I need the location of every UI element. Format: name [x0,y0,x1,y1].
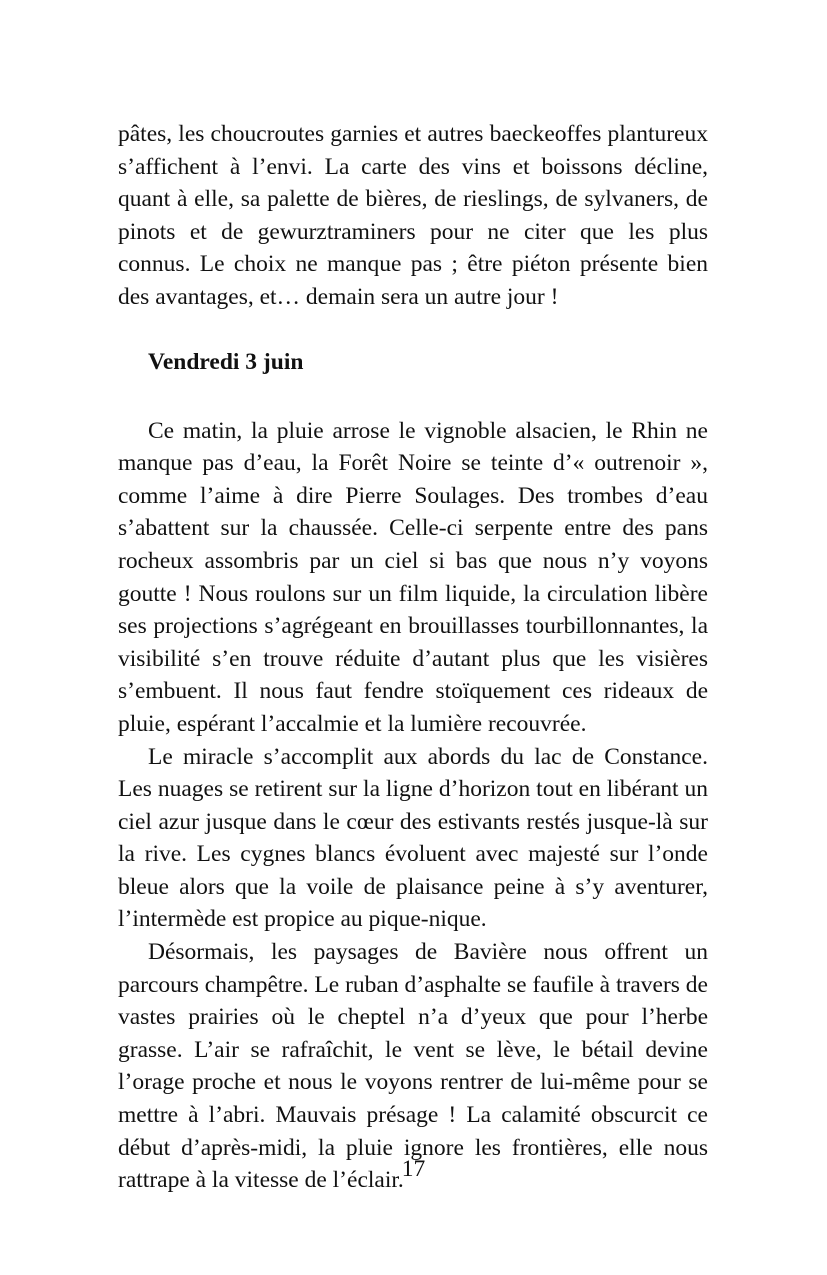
body-paragraph-rain: Ce matin, la pluie arrose le vignoble alsacien, le Rhin ne manque pas d’eau, la Forêt Noire se teinte d’« outrenoir », comme l’aime à dire Pierre Soulages. Des trombes d’eau s’abattent sur la chaussée. Celle-ci serpente entre des pans rocheux assombris par un ciel si bas que nous n’y voyons goutte ! Nous roulons sur un film liquide, la circulation libère ses projections s’agrégeant en brouillasses tourbillonnantes, la visibilité s’en trouve réduite d’autant plus que les visières s’embuent. Il nous faut fendre stoïquement ces rideaux de pluie, espérant l’accalmie et la lumière recouvrée. [118,417,708,737]
continued-paragraph: pâtes, les choucroutes garnies et autres baeckeoffes plantureux s’affichent à l’envi. La carte des vins et boissons décline, quant à elle, sa palette de bières, de rieslings, de sylvaners, de pinots et de gewurztraminers pour ne citer que les plus connus. Le choix ne manque pas ; être piéton présente bien des avantages, et… demain sera un autre jour ! [118,121,708,310]
body-paragraph-bavaria: Désormais, les paysages de Bavière nous offrent un parcours champêtre. Le ruban d’asphalte se faufile à travers de vastes prairies où le cheptel n’a d’yeux que pour l’herbe grasse. L’air se rafraîchit, le vent se lève, le bétail devine l’orage proche et nous le voyons rentrer de lui-même pour se mettre à l’abri. Mauvais présage ! La calamité obscurcit ce début d’après-midi, la pluie ignore les frontières, elle nous rattrape à la vitesse de l’éclair. [118,939,708,1194]
page-number: 17 [401,1156,426,1182]
body-paragraph-lake: Le miracle s’accomplit aux abords du lac de Constance. Les nuages se retirent sur la ligne d’horizon tout en libérant un ciel azur jusque dans le cœur des estivants restés jusque-là sur la rive. Les cygnes blancs évoluent avec majesté sur l’onde bleue alors que la voile de plaisance peine à s’y aventurer, l’intermède est propice au pique-nique. [118,743,708,933]
section-heading: Vendredi 3 juin [148,348,304,375]
book-page-body [118,118,708,1197]
